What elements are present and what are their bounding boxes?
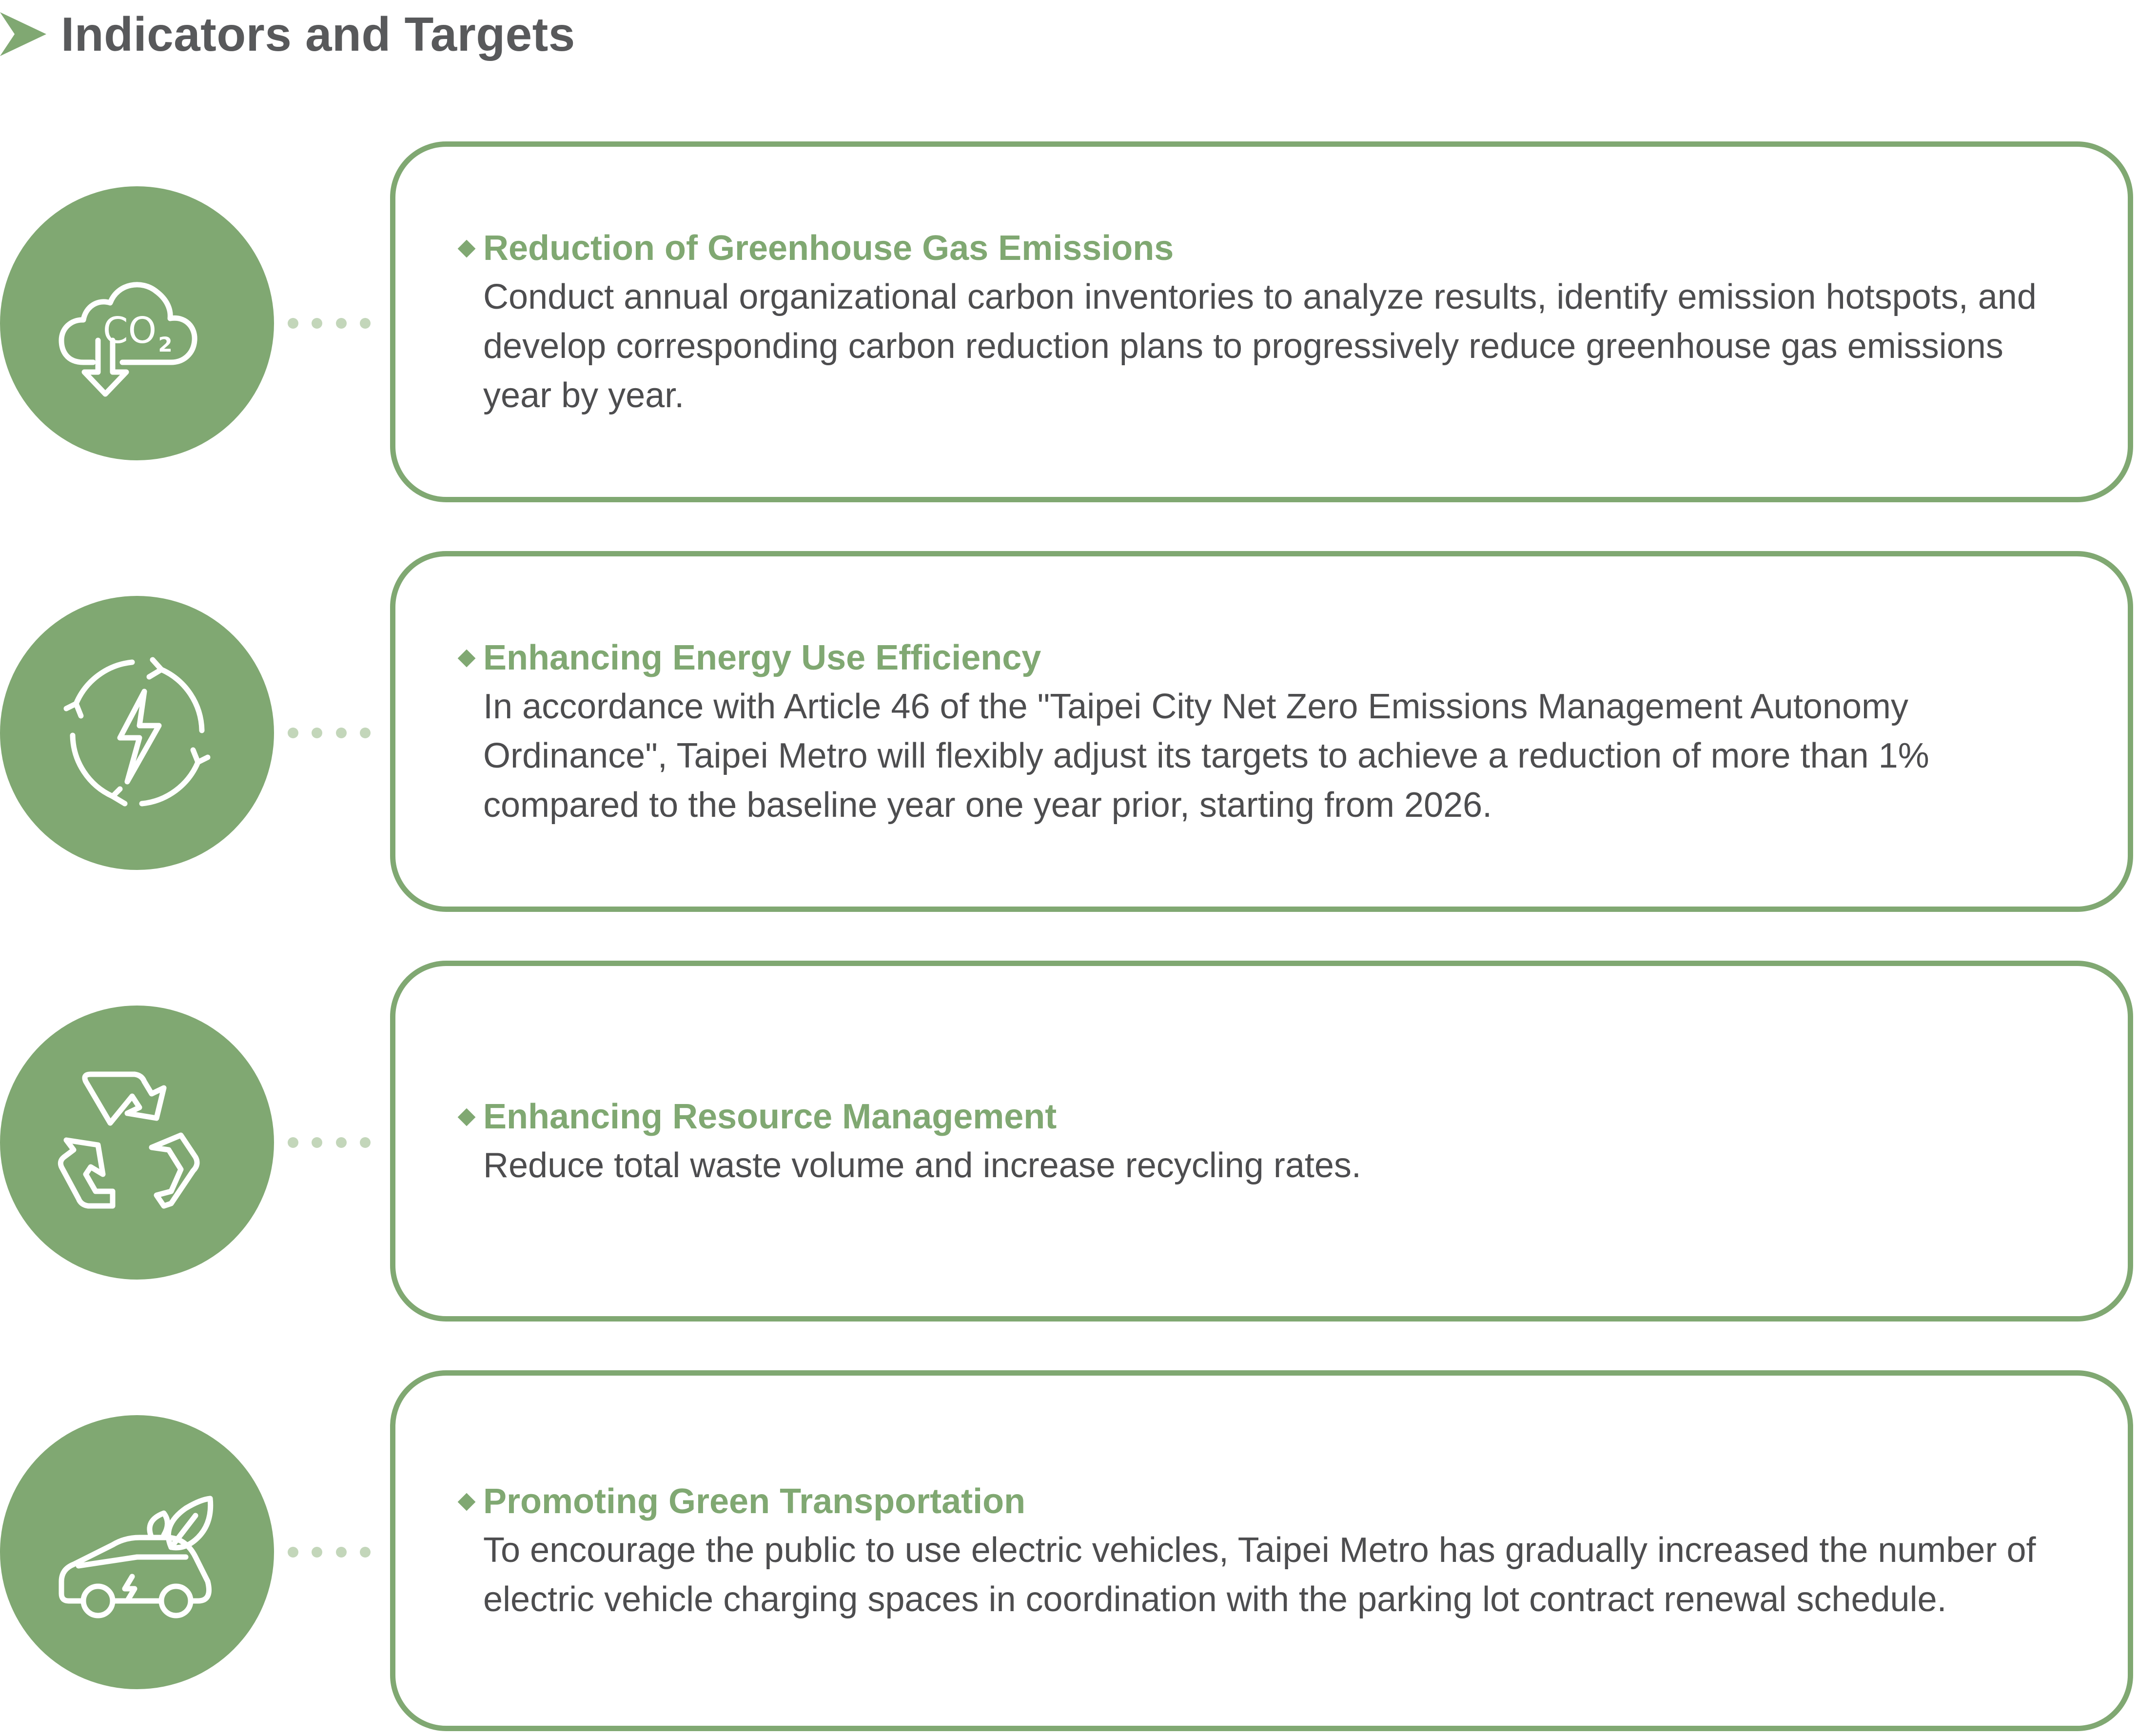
chevron-right-icon	[0, 12, 46, 56]
indicator-row-transport	[0, 1370, 2138, 1736]
diamond-bullet-icon	[458, 649, 476, 667]
card-description: Reduce total waste volume and increase recycling rates.	[483, 1145, 1361, 1185]
indicator-row-resource	[0, 961, 2138, 1326]
diamond-bullet-icon	[458, 1493, 476, 1511]
indicator-card	[390, 551, 2133, 912]
card-description: Conduct annual organizational carbon inventories to analyze results, identify emission hotspots, and develop corresponding carbon reduction plans to progressively reduce greenhouse gas emissions year by year.	[483, 277, 2037, 415]
page-header	[0, 5, 575, 63]
co2-cloud-reduction-icon	[39, 226, 235, 421]
indicator-card	[390, 961, 2133, 1322]
connector-dots	[288, 728, 371, 738]
electric-car-icon	[39, 1455, 235, 1650]
connector-dots	[288, 1547, 371, 1558]
icon-circle	[0, 1415, 274, 1689]
card-description: In accordance with Article 46 of the "Taipei City Net Zero Emissions Management Autonomy Ordinance", Taipei Metro will flexibly adjust its targets to achieve a reduction of more than 1% compared to the baseline year one year prior, starting from 2026.	[483, 687, 1929, 825]
connector-dots	[288, 318, 371, 329]
icon-circle	[0, 186, 274, 460]
energy-cycle-icon	[39, 635, 235, 830]
indicator-card	[390, 141, 2133, 502]
svg-text:2: 2	[158, 333, 173, 356]
indicator-row-energy	[0, 551, 2138, 917]
card-title	[483, 1477, 2079, 1526]
card-title	[483, 224, 2079, 273]
recycle-icon	[39, 1045, 235, 1240]
card-title-text: Enhancing Resource Management	[483, 1097, 1057, 1136]
icon-circle	[0, 1006, 274, 1280]
svg-text:CO: CO	[103, 310, 157, 352]
diamond-bullet-icon	[458, 239, 476, 257]
indicator-row-ghg	[0, 141, 2138, 507]
card-title	[483, 633, 2079, 682]
card-title-text: Enhancing Energy Use Efficiency	[483, 638, 1041, 677]
card-description: To encourage the public to use electric vehicles, Taipei Metro has gradually increased the number of electric vehicle charging spaces in coordination with the parking lot contract renewal schedule.	[483, 1531, 2036, 1619]
icon-circle	[0, 596, 274, 870]
diamond-bullet-icon	[458, 1108, 476, 1126]
page-title: Indicators and Targets	[61, 7, 575, 61]
card-title	[483, 1092, 2079, 1141]
card-title-text: Reduction of Greenhouse Gas Emissions	[483, 228, 1174, 268]
connector-dots	[288, 1137, 371, 1148]
card-title-text: Promoting Green Transportation	[483, 1482, 1026, 1521]
indicator-card	[390, 1370, 2133, 1731]
